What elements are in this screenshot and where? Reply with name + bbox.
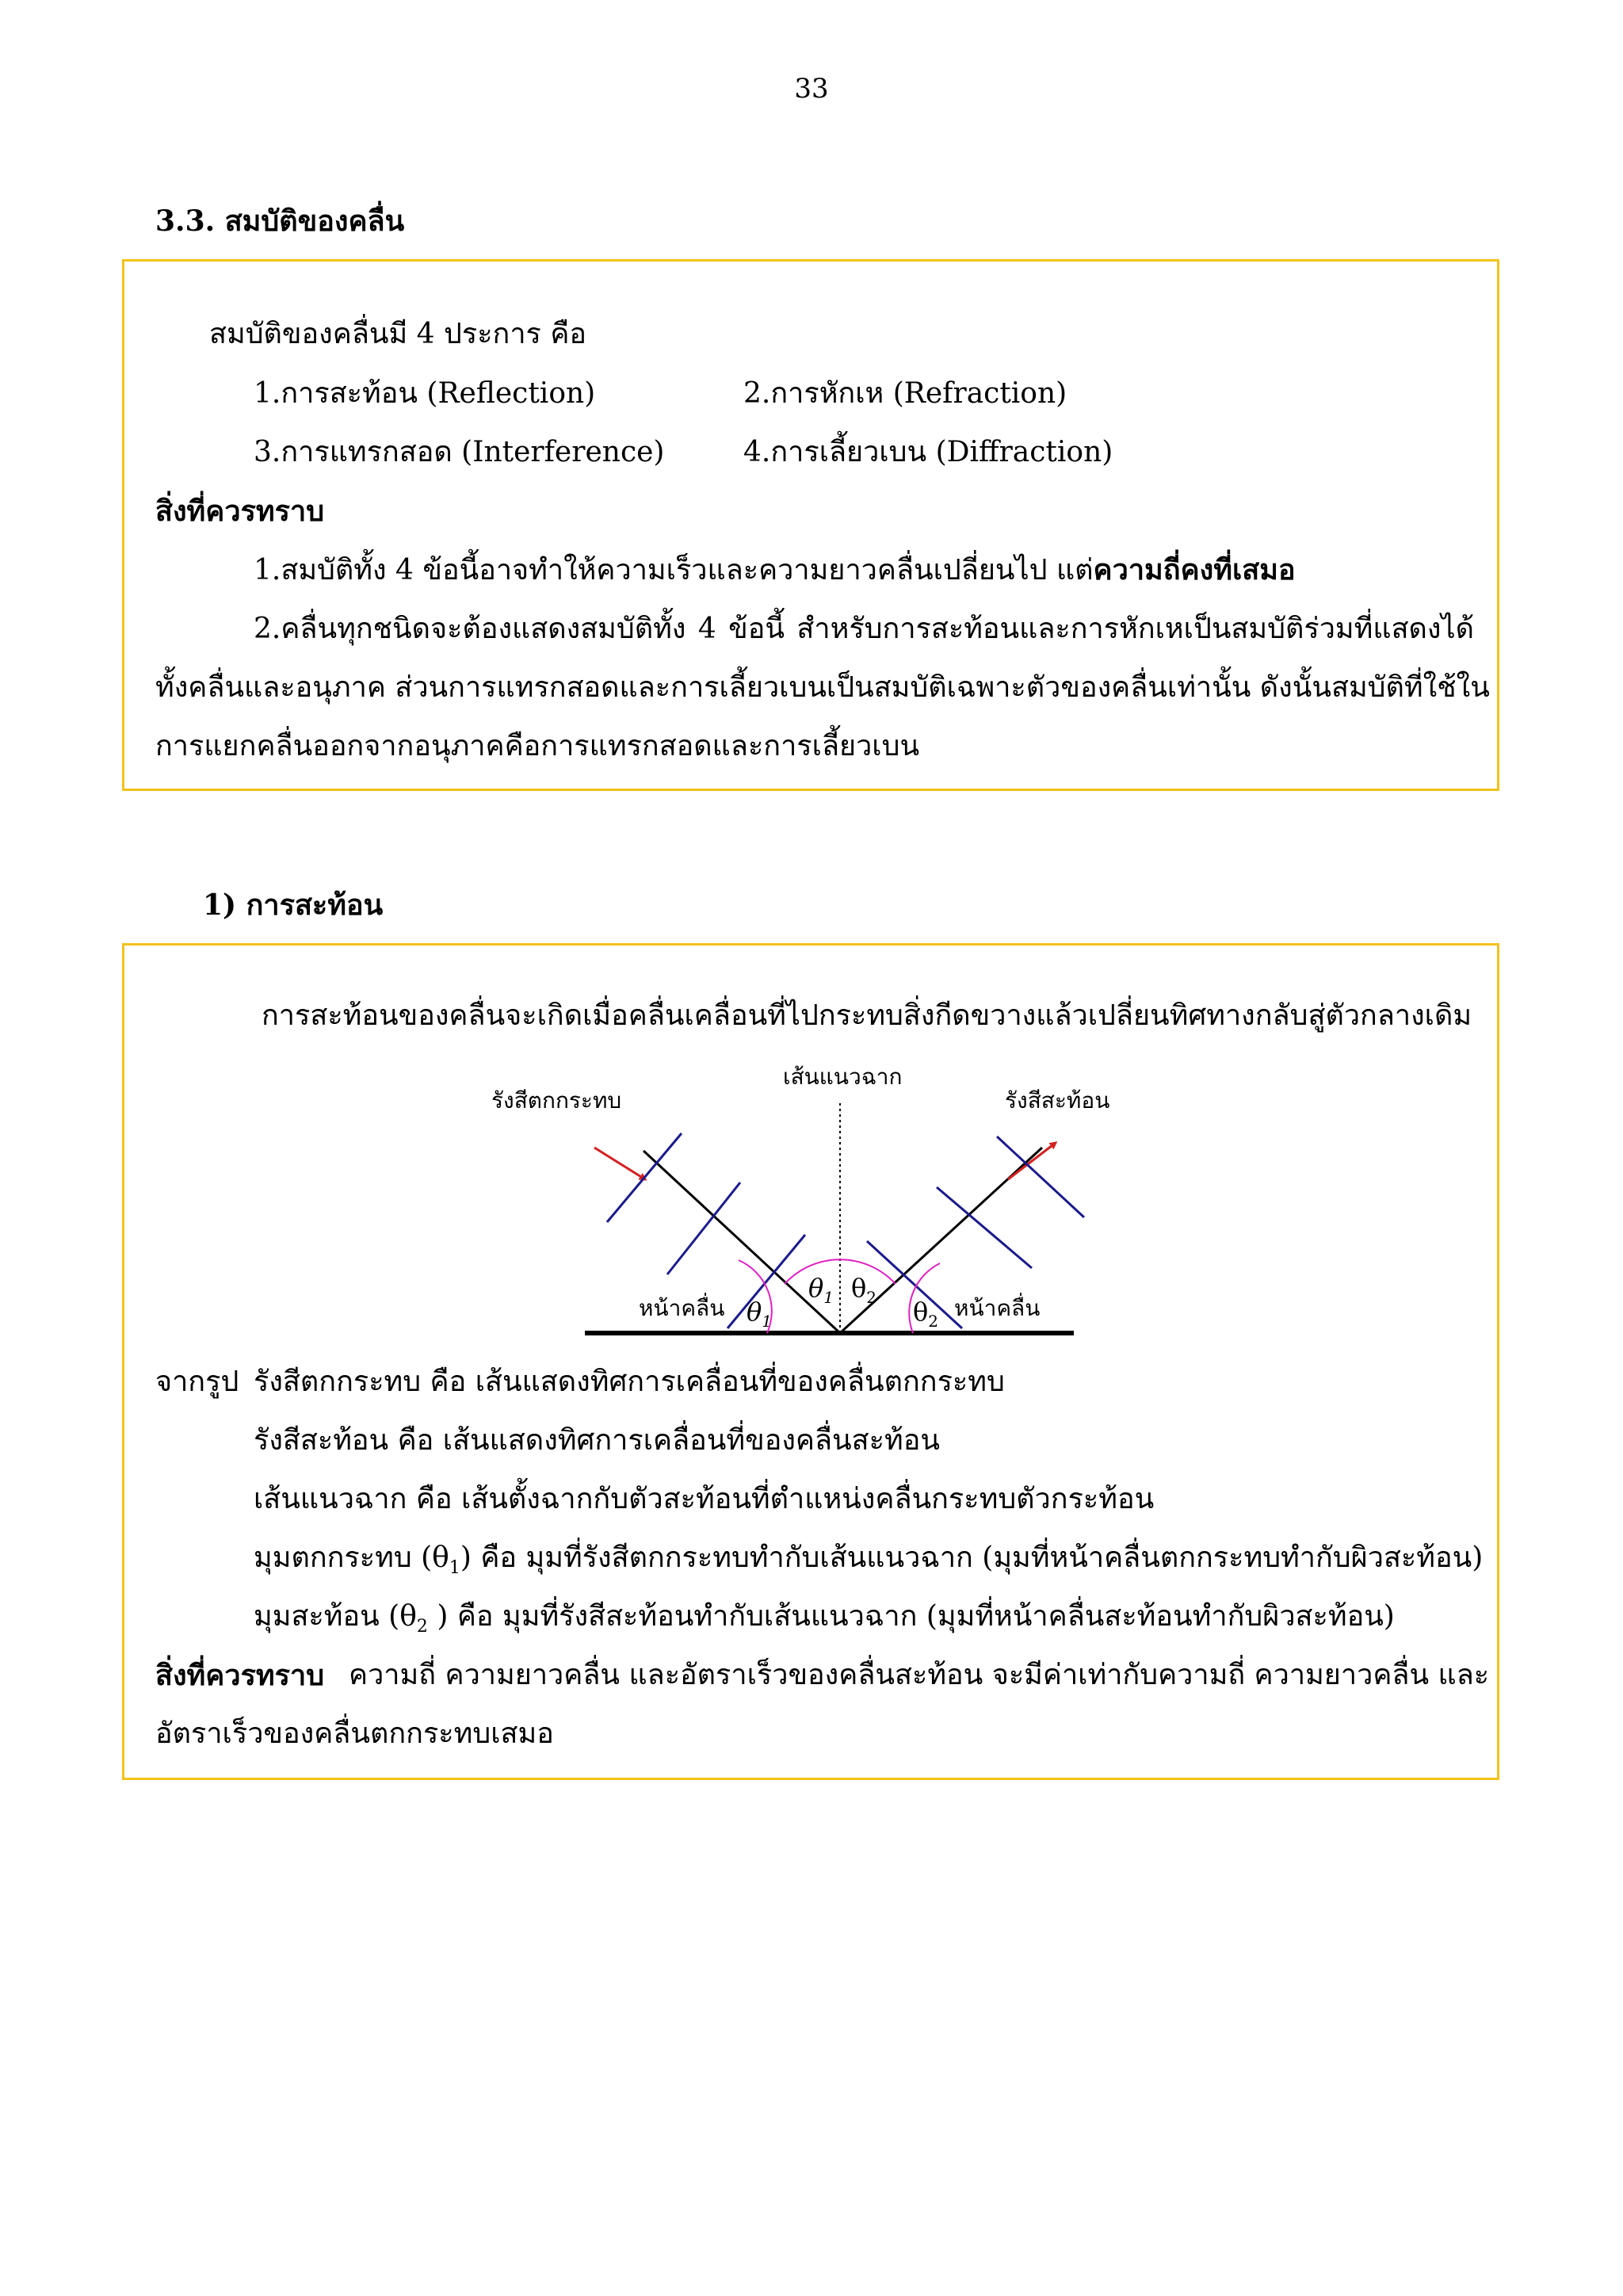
reflection-note-heading: สิ่งที่ควรทราบ [155, 1659, 325, 1692]
property-item-2: 2.การหักเห (Refraction) [743, 377, 1067, 410]
definition-incident-angle [254, 1541, 1484, 1579]
property-item-4: 4.การเลี้ยวเบน (Diffraction) [743, 436, 1113, 468]
angle-1-term: มุมตกกระทบ (θ [254, 1541, 449, 1574]
note-2-line-2: ทั้งคลื่นและอนุภาค ส่วนการแทรกสอดและการเลี้ยวเบนเป็นสมบัติเฉพาะตัวของคลื่นเท่านั้น ดังนั้นสมบัติที่ใช้ใน [155, 671, 1490, 704]
theta-1-top: $\theta_1$ [808, 1273, 834, 1307]
note-heading: สิ่งที่ควรทราบ [155, 495, 325, 528]
definition-incident-ray: รังสีตกกระทบ คือ เส้นแสดงทิศการเคลื่อนที่ของคลื่นตกกระทบ [254, 1366, 1005, 1398]
note-1-emphasis: ความถี่คงที่เสมอ [1093, 553, 1296, 586]
section-title: 3.3. สมบัติของคลื่น [155, 204, 405, 238]
note-1 [254, 553, 1296, 586]
theta-2-top: $\theta_2$ [851, 1273, 876, 1307]
figure-intro: จากรูป [155, 1366, 239, 1398]
incident-arrow [594, 1148, 645, 1179]
incident-wavefront-1 [607, 1133, 682, 1222]
angle-2-definition: ) คือ มุมที่รังสีสะท้อนทำกับเส้นแนวฉาก (มุมที่หน้าคลื่นสะท้อนทำกับผิวสะท้อน) [427, 1600, 1395, 1633]
wavefront-label-left: หน้าคลื่น [639, 1295, 725, 1321]
angle-2-term: มุมสะท้อน (θ [254, 1600, 417, 1633]
normal-line-label: เส้นแนวฉาก [783, 1064, 903, 1090]
property-item-3: 3.การแทรกสอด (Interference) [254, 436, 665, 468]
angle-2-subscript: 2 [416, 1617, 428, 1637]
angle-1-subscript: 1 [449, 1558, 460, 1579]
note-2-line-3: การแยกคลื่นออกจากอนุภาคคือการแทรกสอดและการเลี้ยวเบน [155, 730, 920, 762]
theta-2-bottom: $\theta_2$ [913, 1297, 938, 1331]
property-item-1: 1.การสะท้อน (Reflection) [254, 377, 596, 410]
definition-normal-line: เส้นแนวฉาก คือ เส้นตั้งฉากกับตัวสะท้อนที่ตำแหน่งคลื่นกระทบตัวกระท้อน [254, 1483, 1155, 1515]
reflection-description: การสะท้อนของคลื่นจะเกิดเมื่อคลื่นเคลื่อนที่ไปกระทบสิ่งกีดขวางแล้วเปลี่ยนทิศทางกลับสู่ตัวกลางเดิม [262, 999, 1472, 1032]
reflection-note-line-1: ความถี่ ความยาวคลื่น และอัตราเร็วของคลื่นสะท้อน จะมีค่าเท่ากับความถี่ ความยาวคลื่น และ [349, 1659, 1490, 1691]
definition-reflected-angle [254, 1600, 1395, 1637]
reflected-arrow [1008, 1143, 1056, 1179]
reflection-diagram [475, 1054, 1110, 1347]
theta-1-bottom: $\theta_1$ [747, 1297, 772, 1331]
page-number: 33 [794, 73, 829, 105]
definition-reflected-ray: รังสีสะท้อน คือ เส้นแสดงทิศการเคลื่อนที่ของคลื่นสะท้อน [254, 1424, 940, 1457]
note-1-text: 1.สมบัติทั้ง 4 ข้อนี้อาจทำให้ความเร็วและความยาวคลื่นเปลี่ยนไป แต่ [254, 554, 1094, 586]
angle-1-definition: ) คือ มุมที่รังสีตกกระทบทำกับเส้นแนวฉาก (มุมที่หน้าคลื่นตกกระทบทำกับผิวสะท้อน) [460, 1541, 1484, 1574]
properties-intro: สมบัติของคลื่นมี 4 ประการ คือ [209, 318, 587, 350]
incident-wavefront-2 [667, 1182, 740, 1274]
incident-ray-label: รังสีตกกระทบ [491, 1087, 622, 1114]
note-2-line-1: 2.คลื่นทุกชนิดจะต้องแสดงสมบัติทั้ง 4 ข้อนี้ สำหรับการสะท้อนและการหักเหเป็นสมบัติร่วมที่แสดงได้ [254, 613, 1474, 645]
reflection-note-line-2: อัตราเร็วของคลื่นตกกระทบเสมอ [155, 1717, 554, 1750]
reflected-ray-label: รังสีสะท้อน [1005, 1087, 1110, 1114]
wavefront-label-right: หน้าคลื่น [954, 1295, 1041, 1321]
reflection-title: 1) การสะท้อน [203, 888, 384, 922]
